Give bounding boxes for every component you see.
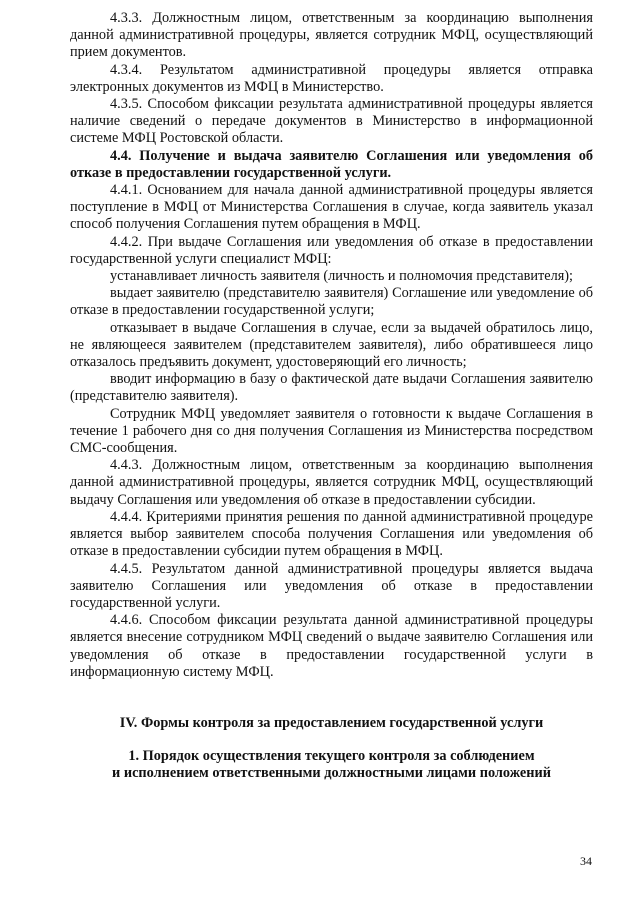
list-item-issue: выдает заявителю (представителю заявителя) Соглашение или уведомление об отказе в предоставлении государственной услуги; <box>70 285 593 319</box>
list-item-refuse: отказывает в выдаче Соглашения в случае, если за выдачей обратилось лицо, не являющееся заявителем (представителем заявителя), либо обратившееся лицо отказалось предъявить документ, удостоверяющий его личность; <box>70 319 593 371</box>
section-spacer <box>70 681 593 715</box>
paragraph-4-4-4: 4.4.4. Критериями принятия решения по данной административной процедуре является выбор заявителем способа получения Соглашения или уведомления об отказе в предоставлении субсидии путем обращения в МФЦ. <box>70 508 593 560</box>
paragraph-4-3-5: 4.3.5. Способом фиксации результата административной процедуры является наличие сведений о передаче документов в Министерство в информационной системе МФЦ Ростовской области. <box>70 96 593 147</box>
paragraph-notify: Сотрудник МФЦ уведомляет заявителя о готовности к выдаче Соглашения в течение 1 рабочего дня со дня получения Соглашения из Министерства посредством СМС-сообщения. <box>70 405 593 457</box>
paragraph-4-4-6: 4.4.6. Способом фиксации результата данной административной процедуры является внесение сотрудником МФЦ сведений о выдаче заявителю Соглашения или уведомления об отказе в предоставлении государственной услуги в информационную систему МФЦ. <box>70 612 593 680</box>
subsection-heading-line2: и исполнением ответственными должностными лицами положений <box>112 765 551 782</box>
paragraph-4-3-4: 4.3.4. Результатом административной процедуры является отправка электронных документов из МФЦ в Министерство. <box>70 61 593 95</box>
paragraph-4-4-5: 4.4.5. Результатом данной административной процедуры является выдача заявителю Соглашения или уведомления об отказе в предоставлении государственной услуги. <box>70 560 593 611</box>
list-item-identify: устанавливает личность заявителя (личность и полномочия представителя); <box>110 268 574 285</box>
paragraph-4-4-2: 4.4.2. При выдаче Соглашения или уведомления об отказе в предоставлении государственной услуги специалист МФЦ: <box>70 233 593 267</box>
page-number: 34 <box>580 854 592 868</box>
document-page <box>70 10 593 783</box>
paragraph-4-3-3: 4.3.3. Должностным лицом, ответственным за координацию выполнения данной административной процедуры, является сотрудник МФЦ, осуществляющий прием документов. <box>70 10 593 61</box>
list-item-record: вводит информацию в базу о фактической дате выдачи Соглашения заявителю (представителю заявителя). <box>70 371 593 405</box>
subsection-4-4-title: 4.4. Получение и выдача заявителю Соглашения или уведомления об отказе в предоставлении государственной услуги. <box>70 147 593 181</box>
section-heading: IV. Формы контроля за предоставлением государственной услуги <box>119 714 544 731</box>
subsection-heading-line1: 1. Порядок осуществления текущего контроля за соблюдением <box>128 748 535 765</box>
paragraph-4-4-3: 4.4.3. Должностным лицом, ответственным за координацию выполнения данной административной процедуры, является сотрудник МФЦ, осуществляющий выдачу Соглашения или уведомления об отказе в предоставлении субсидии. <box>70 457 593 508</box>
paragraph-4-4-1: 4.4.1. Основанием для начала данной административной процедуры является поступление в МФЦ от Министерства Соглашения в случае, когда заявитель указал способ получения Соглашения путем обращения в МФЦ. <box>70 182 593 233</box>
